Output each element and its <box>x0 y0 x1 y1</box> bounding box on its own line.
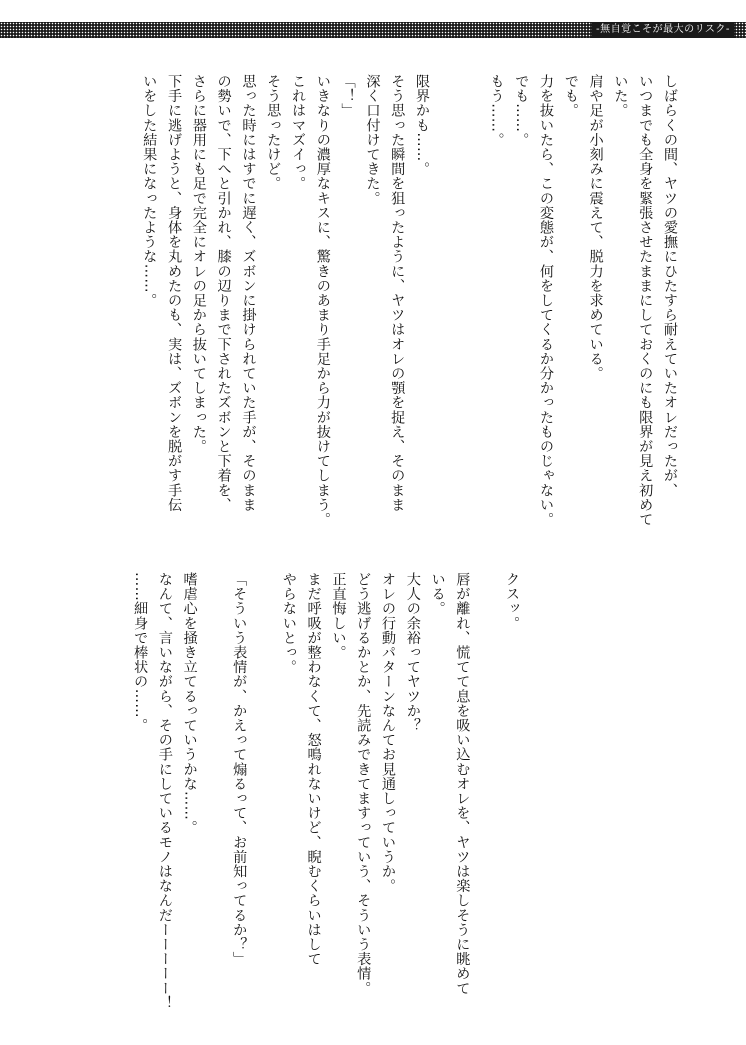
text-line: 「！」 <box>339 74 356 118</box>
text-line: いた。 <box>612 74 629 118</box>
text-line: 「そういう表情が、かえって煽るって、お前知ってるか？」 <box>231 572 248 967</box>
text-line: でも。 <box>562 74 579 118</box>
text-line: これはマズイっ。 <box>290 74 307 191</box>
text-line: いきなりの濃厚なキスに、驚きのあまり手足から力が抜けてしまう。 <box>314 74 331 527</box>
text-line: しばらくの間、ヤツの愛撫にひたすら耐えていたオレだったが、 <box>662 74 678 498</box>
text-line: 肩や足が小刻みに震えて、脱力を求めている。 <box>587 74 604 381</box>
text-line: そう思ったけど。 <box>265 74 282 191</box>
text-line <box>202 572 227 1012</box>
text-line: いる。 <box>429 572 446 616</box>
text-line: の勢いで、下へと引かれ、膝の辺りまで下されたズボンと下着を、 <box>215 74 232 512</box>
bottom-text-block <box>127 572 524 1012</box>
text-line: もう……。 <box>488 74 505 147</box>
text-line: クスッ。 <box>504 572 520 631</box>
text-line <box>434 74 459 544</box>
text-line: 限界かも……。 <box>414 74 431 177</box>
text-line <box>474 572 499 1012</box>
text-line: 下手に逃げようと、身体を丸めたのも、実は、ズボンを脱がす手伝 <box>166 74 183 512</box>
text-line: いをした結果になったような……。 <box>141 74 158 308</box>
text-line: やらないとっ。 <box>280 572 297 675</box>
text-line: なんて、言いながら、その手にしているモノはなんだーーーーー！ <box>156 572 173 1010</box>
text-line: 力を抜いたら、この変態が、何をしてくるか分かったものじゃない。 <box>538 74 555 527</box>
text-line: オレの行動パターンなんてお見通しっていうか。 <box>380 572 397 894</box>
text-line: 正直悔しい。 <box>330 572 347 660</box>
chapter-title: -無自覚こそが最大のリスク- <box>592 22 734 38</box>
text-line <box>459 74 484 544</box>
text-line: まだ呼吸が整わなくて、怒鳴れないけど、睨むくらいはして <box>305 572 322 967</box>
text-line: ……細身で棒状の……。 <box>132 572 149 733</box>
text-line: でも……。 <box>513 74 530 147</box>
text-line: そう思った瞬間を狙ったように、ヤツはオレの顎を捉え、そのまま <box>389 74 406 512</box>
text-line: 思った時にはすでに遅く、ズボンに掛けられていた手が、そのまま <box>240 74 257 512</box>
text-line: 唇が離れ、慌てて息を吸い込むオレを、ヤツは楽しそうに眺めて <box>454 572 471 996</box>
text-line <box>251 572 276 1012</box>
text-line: 嗜虐心を掻き立てるっていうかな……。 <box>181 572 198 835</box>
text-line: 大人の余裕ってヤツか？ <box>404 572 421 733</box>
text-line: さらに器用にも足で完全にオレの足から抜いてしまった。 <box>190 74 207 454</box>
text-line: いつまでも全身を緊張させたままにしておくのにも限界が見え初めて <box>637 74 654 527</box>
text-line: 深く口付けてきた。 <box>364 74 381 206</box>
top-text-block <box>136 74 682 544</box>
text-line: どう逃げるかとか、先読みできてますっていう、そういう表情。 <box>355 572 372 996</box>
